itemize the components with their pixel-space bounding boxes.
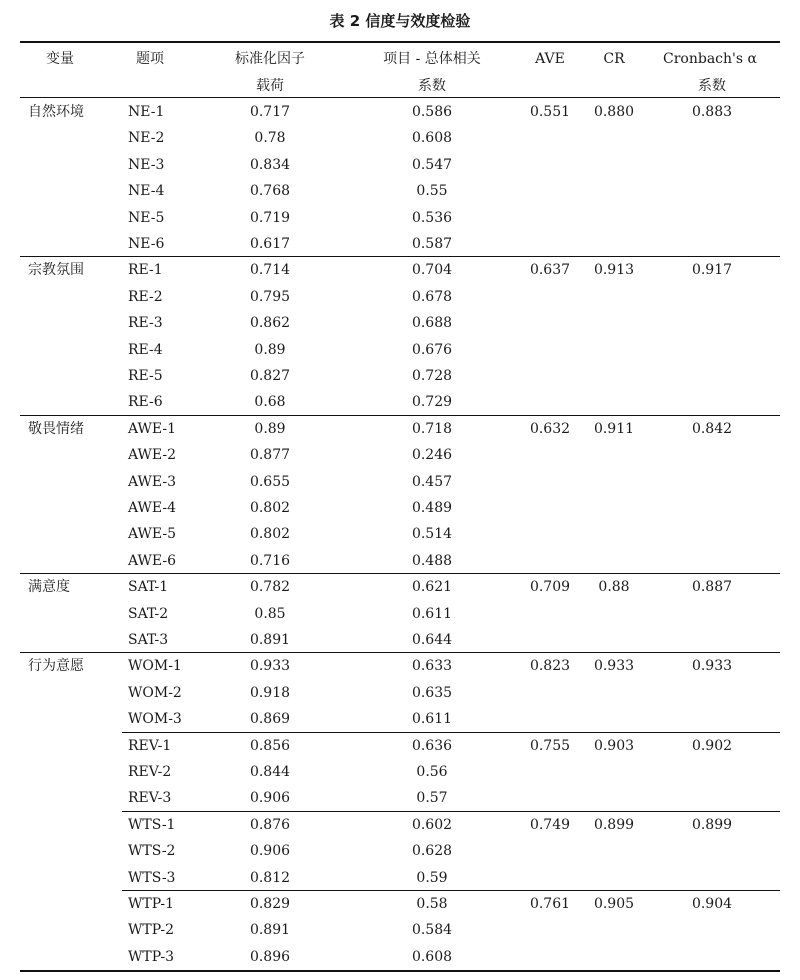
loading-value: 0.891 bbox=[249, 922, 291, 939]
item-code: WTP-2 bbox=[128, 922, 175, 939]
item-code: REV-2 bbox=[128, 764, 172, 780]
loading-value: 0.85 bbox=[254, 605, 286, 622]
header-loading-line2: 载荷 bbox=[256, 78, 284, 94]
group-separator bbox=[20, 652, 780, 653]
loading-value: 0.906 bbox=[249, 843, 291, 860]
loading-value: 0.714 bbox=[249, 262, 291, 279]
item-code: RE-1 bbox=[128, 262, 163, 279]
item-code: WTS-2 bbox=[128, 843, 176, 860]
corr-value: 0.728 bbox=[411, 368, 453, 384]
corr-value: 0.608 bbox=[411, 130, 453, 147]
loading-value: 0.802 bbox=[249, 500, 291, 516]
alpha-value: 0.842 bbox=[691, 420, 733, 437]
loading-value: 0.933 bbox=[249, 658, 291, 675]
loading-value: 0.78 bbox=[254, 130, 286, 147]
item-code: NE-5 bbox=[128, 209, 165, 226]
corr-value: 0.547 bbox=[411, 156, 453, 173]
loading-value: 0.896 bbox=[249, 948, 291, 965]
ave-value: 0.755 bbox=[529, 737, 571, 754]
loading-value: 0.827 bbox=[249, 368, 291, 384]
alpha-value: 0.933 bbox=[691, 658, 733, 675]
loading-value: 0.617 bbox=[249, 236, 291, 252]
variable-label: 敬畏情绪 bbox=[28, 420, 84, 437]
loading-value: 0.812 bbox=[249, 869, 291, 886]
cr-value: 0.880 bbox=[593, 104, 635, 120]
item-code: REV-1 bbox=[128, 737, 172, 754]
ave-value: 0.749 bbox=[529, 816, 571, 833]
table-title: 表 2 信度与效度检验 bbox=[329, 12, 471, 30]
header-alpha-line2: 系数 bbox=[698, 78, 726, 94]
loading-value: 0.795 bbox=[249, 288, 291, 305]
item-code: NE-4 bbox=[128, 183, 165, 200]
item-code: NE-6 bbox=[128, 236, 165, 252]
loading-value: 0.844 bbox=[249, 764, 291, 780]
loading-value: 0.89 bbox=[254, 341, 286, 358]
corr-value: 0.246 bbox=[411, 447, 453, 464]
item-code: WTS-3 bbox=[128, 869, 176, 886]
item-code: AWE-6 bbox=[128, 552, 177, 569]
corr-value: 0.488 bbox=[411, 552, 453, 569]
group-separator bbox=[122, 811, 780, 812]
alpha-value: 0.904 bbox=[691, 896, 733, 912]
bottom-rule bbox=[20, 970, 780, 972]
cr-value: 0.899 bbox=[593, 816, 635, 833]
cr-value: 0.903 bbox=[593, 737, 635, 754]
loading-value: 0.719 bbox=[249, 209, 291, 226]
item-code: AWE-5 bbox=[128, 526, 177, 543]
group-separator bbox=[20, 573, 780, 574]
corr-value: 0.586 bbox=[411, 104, 453, 120]
loading-value: 0.862 bbox=[249, 315, 291, 332]
header-cr: CR bbox=[603, 51, 625, 67]
ave-value: 0.761 bbox=[529, 896, 571, 912]
loading-value: 0.716 bbox=[249, 552, 291, 569]
alpha-value: 0.917 bbox=[691, 262, 733, 279]
corr-value: 0.457 bbox=[411, 473, 453, 490]
item-code: WOM-2 bbox=[128, 684, 182, 701]
corr-value: 0.633 bbox=[411, 658, 453, 675]
variable-label: 宗教氛围 bbox=[28, 262, 84, 279]
header-ave: AVE bbox=[535, 51, 565, 67]
loading-value: 0.856 bbox=[249, 737, 291, 754]
header-item: 题项 bbox=[136, 51, 164, 67]
ave-value: 0.632 bbox=[529, 420, 571, 437]
loading-value: 0.877 bbox=[249, 447, 291, 464]
loading-value: 0.768 bbox=[249, 183, 291, 200]
cr-value: 0.88 bbox=[598, 579, 630, 596]
corr-value: 0.628 bbox=[411, 843, 453, 860]
alpha-value: 0.887 bbox=[691, 579, 733, 596]
corr-value: 0.678 bbox=[411, 288, 453, 305]
loading-value: 0.906 bbox=[249, 790, 291, 807]
loading-value: 0.89 bbox=[254, 420, 286, 437]
corr-value: 0.55 bbox=[416, 183, 448, 200]
variable-label: 满意度 bbox=[28, 579, 70, 596]
loading-value: 0.717 bbox=[249, 104, 291, 120]
loading-value: 0.834 bbox=[249, 156, 291, 173]
loading-value: 0.782 bbox=[249, 579, 291, 596]
corr-value: 0.59 bbox=[416, 869, 448, 886]
ave-value: 0.637 bbox=[529, 262, 571, 279]
corr-value: 0.676 bbox=[411, 341, 453, 358]
item-code: SAT-1 bbox=[128, 579, 169, 596]
header-corr-line2: 系数 bbox=[418, 78, 446, 94]
corr-value: 0.635 bbox=[411, 684, 453, 701]
item-code: WTP-3 bbox=[128, 948, 175, 965]
corr-value: 0.611 bbox=[411, 711, 453, 728]
corr-value: 0.584 bbox=[411, 922, 453, 939]
item-code: RE-5 bbox=[128, 368, 163, 384]
alpha-value: 0.902 bbox=[691, 737, 733, 754]
item-code: WTS-1 bbox=[128, 816, 176, 833]
top-rule bbox=[20, 41, 780, 43]
item-code: WOM-3 bbox=[128, 711, 182, 728]
ave-value: 0.709 bbox=[529, 579, 571, 596]
ave-value: 0.823 bbox=[529, 658, 571, 675]
item-code: WTP-1 bbox=[128, 896, 175, 912]
corr-value: 0.536 bbox=[411, 209, 453, 226]
header-variable: 变量 bbox=[46, 51, 74, 67]
corr-value: 0.611 bbox=[411, 605, 453, 622]
item-code: AWE-4 bbox=[128, 500, 177, 516]
header-loading-line1: 标准化因子 bbox=[235, 51, 305, 67]
group-separator bbox=[20, 256, 780, 257]
loading-value: 0.891 bbox=[249, 632, 291, 648]
corr-value: 0.644 bbox=[411, 632, 453, 648]
item-code: SAT-3 bbox=[128, 632, 169, 648]
group-separator bbox=[122, 732, 780, 733]
item-code: AWE-2 bbox=[128, 447, 177, 464]
item-code: NE-1 bbox=[128, 104, 165, 120]
corr-value: 0.636 bbox=[411, 737, 453, 754]
corr-value: 0.58 bbox=[416, 896, 448, 912]
corr-value: 0.688 bbox=[411, 315, 453, 332]
variable-label: 行为意愿 bbox=[28, 658, 84, 675]
ave-value: 0.551 bbox=[529, 104, 571, 120]
loading-value: 0.829 bbox=[249, 896, 291, 912]
cr-value: 0.913 bbox=[593, 262, 635, 279]
cr-value: 0.911 bbox=[593, 420, 635, 437]
item-code: AWE-3 bbox=[128, 473, 177, 490]
item-code: REV-3 bbox=[128, 790, 172, 807]
corr-value: 0.729 bbox=[411, 394, 453, 411]
corr-value: 0.489 bbox=[411, 500, 453, 516]
corr-value: 0.602 bbox=[411, 816, 453, 833]
corr-value: 0.514 bbox=[411, 526, 453, 543]
loading-value: 0.68 bbox=[254, 394, 286, 411]
alpha-value: 0.883 bbox=[691, 104, 733, 120]
group-separator bbox=[20, 415, 780, 416]
header-corr-line1: 项目 - 总体相关 bbox=[383, 51, 481, 67]
item-code: RE-3 bbox=[128, 315, 163, 332]
corr-value: 0.56 bbox=[416, 764, 448, 780]
corr-value: 0.587 bbox=[411, 236, 453, 252]
corr-value: 0.704 bbox=[411, 262, 453, 279]
item-code: SAT-2 bbox=[128, 605, 169, 622]
cr-value: 0.933 bbox=[593, 658, 635, 675]
item-code: NE-2 bbox=[128, 130, 165, 147]
variable-label: 自然环境 bbox=[28, 104, 84, 120]
corr-value: 0.621 bbox=[411, 579, 453, 596]
alpha-value: 0.899 bbox=[691, 816, 733, 833]
item-code: WOM-1 bbox=[128, 658, 182, 675]
item-code: RE-6 bbox=[128, 394, 163, 411]
item-code: RE-2 bbox=[128, 288, 163, 305]
loading-value: 0.802 bbox=[249, 526, 291, 543]
corr-value: 0.718 bbox=[411, 420, 453, 437]
cr-value: 0.905 bbox=[593, 896, 635, 912]
item-code: RE-4 bbox=[128, 341, 163, 358]
loading-value: 0.655 bbox=[249, 473, 291, 490]
item-code: NE-3 bbox=[128, 156, 165, 173]
corr-value: 0.57 bbox=[416, 790, 448, 807]
header-rule bbox=[20, 97, 780, 98]
group-separator bbox=[122, 890, 780, 891]
header-alpha-line1: Cronbach's α bbox=[663, 51, 757, 67]
loading-value: 0.918 bbox=[249, 684, 291, 701]
item-code: AWE-1 bbox=[128, 420, 177, 437]
corr-value: 0.608 bbox=[411, 948, 453, 965]
loading-value: 0.869 bbox=[249, 711, 291, 728]
loading-value: 0.876 bbox=[249, 816, 291, 833]
